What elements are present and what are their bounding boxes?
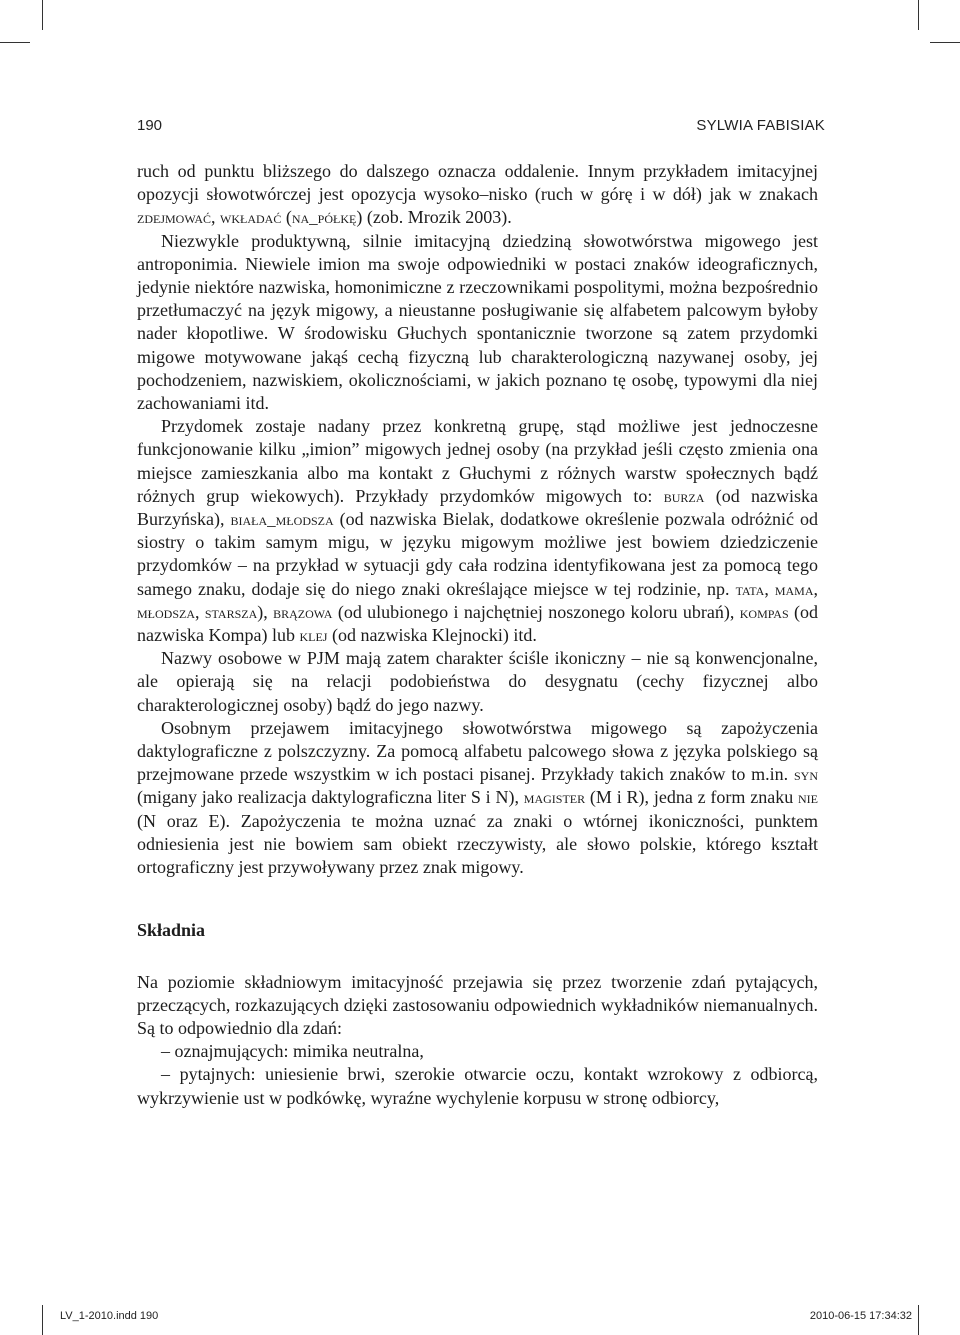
crop-mark (918, 0, 919, 30)
crop-mark (918, 1305, 919, 1335)
paragraph: Niezwykle produktywną, silnie imitacyjną dziedziną słowotwórstwa migowego jest antroponimia. Niewiele imion ma swoje odpowiedniki w postaci znaków ideograficznych, jedynie niektóre nazwiska, homonimiczne z rzeczownikami pospolitymi, można bezpośrednio przetłumaczyć na język migowy, a nieustanne posługiwanie się alfabetem palcowym byłoby nader kłopotliwe. W środowisku Głuchych spontanicznie tworzone są zatem przydomki migowe motywowane jakąś cechą fizyczną lub charakterologiczną nazywanej osoby, jej pochodzeniem, nazwiskiem, okolicznościami, w jakich poznano tę osobę, typowymi dla niej zachowaniami itd. (137, 230, 818, 414)
sign-gloss: tata (735, 579, 765, 599)
list-item: – pytajnych: uniesienie brwi, szerokie otwarcie oczu, kontakt wzrokowy z odbiorcą, wykrzywienie ust w podkówkę, wyraźne wychylenie korpusu w stronę odbiorcy, (137, 1064, 818, 1108)
crop-mark (930, 42, 960, 43)
slug-date: 2010-06-15 17:34:32 (809, 1310, 912, 1322)
running-head: SYLWIA FABISIAK (696, 117, 825, 134)
sign-gloss: kompas (739, 602, 789, 622)
page-body (137, 160, 818, 1110)
sign-gloss: na_półkę (291, 208, 357, 228)
sign-gloss: mama (774, 579, 814, 599)
sign-gloss: burza (663, 486, 705, 506)
sign-gloss: zdejmować (137, 208, 211, 228)
sign-gloss: nie (798, 788, 818, 808)
crop-mark (42, 0, 43, 30)
sign-gloss: młodsza (137, 602, 196, 622)
section-heading: Składnia (137, 920, 206, 941)
sign-gloss: brązowa (273, 602, 333, 622)
sign-gloss: wkładać (220, 208, 282, 228)
sign-gloss: biała_młodsza (230, 510, 334, 530)
sign-gloss: magister (523, 788, 586, 808)
paragraph: ruch od punktu bliższego do dalszego oznacza oddalenie. Innym przykładem imitacyjnej opozycji słowotwórczej jest opozycja wysoko–nisko (ruch w górę i w dół) jak w znakach zdejmować, wkładać (na_półkę) (zob. Mrozik 2003). (137, 161, 818, 228)
paragraph: Przydomek zostaje nadany przez konkretną grupę, stąd możliwe jest jednoczesne funkcjonowanie kilku „imion” migowych jednej osoby (na przykład jeśli często zmienia ona miejsce zamieszkania albo ma kontakt z Głuchymi z różnych warstw społecznych bądź różnych grup wiekowych). Przykłady przydomków migowych to: burza (od nazwiska Burzyńska), biała_młodsza (od nazwiska Bielak, dodatkowe określenie pozwala odróżnić od siostry o takim samym migu, w języku migowym możliwe jest bowiem dziedziczenie przydomków – na przykład w sytuacji gdy cała rodzina identyfikowana jest za pomocą tego samego znaku, dodaje się do niego znaki określające miejsce w tej rodzinie, np. tata, mama, młodsza, starsza), brązowa (od ulubionego i najchętniej noszonego koloru ubrań), kompas (od nazwiska Kompa) lub klej (od nazwiska Klejnocki) itd. (137, 416, 819, 646)
slug-file: LV_1-2010.indd 190 (60, 1310, 159, 1322)
list-item: – oznajmujących: mimika neutralna, (161, 1041, 424, 1062)
paragraph: Nazwy osobowe w PJM mają zatem charakter ściśle ikoniczny – nie są konwencjonalne, ale opierają się na relacji podobieństwa do desygnatu (cechy fizycznej albo charakterologicznej osoby) bądź do jego nazwy. (137, 648, 818, 715)
paragraph: Osobnym przejawem imitacyjnego słowotwórstwa migowego są zapożyczenia daktylograficzne z polszczyzny. Za pomocą alfabetu palcowego słowa z języka polskiego są przejmowane przede wszystkim w ich postaci pisanej. Przykłady takich znaków to m.in. syn (migany jako realizacja daktylograficzna liter S i N), magister (M i R), jedna z form znaku nie (N oraz E). Zapożyczenia te można uznać za znaki o wtórnej ikoniczności, punktem odniesienia jest nie bowiem sam obiekt rzeczywisty, ale słowo polskie, którego kształt ortograficzny jest przywoływany przez znak migowy. (137, 717, 818, 878)
sign-gloss: klej (299, 626, 328, 646)
sign-gloss: syn (793, 765, 818, 785)
paragraph: Na poziomie składniowym imitacyjność przejawia się przez tworzenie zdań pytających, przeczących, rozkazujących dzięki zastosowaniu odpowiednich wykładników niemanualnych. Są to odpowiednio dla zdań: (137, 971, 818, 1038)
page-number: 190 (137, 117, 163, 134)
sign-gloss: starsza (204, 602, 258, 622)
crop-mark (42, 1305, 43, 1335)
crop-mark (0, 42, 30, 43)
